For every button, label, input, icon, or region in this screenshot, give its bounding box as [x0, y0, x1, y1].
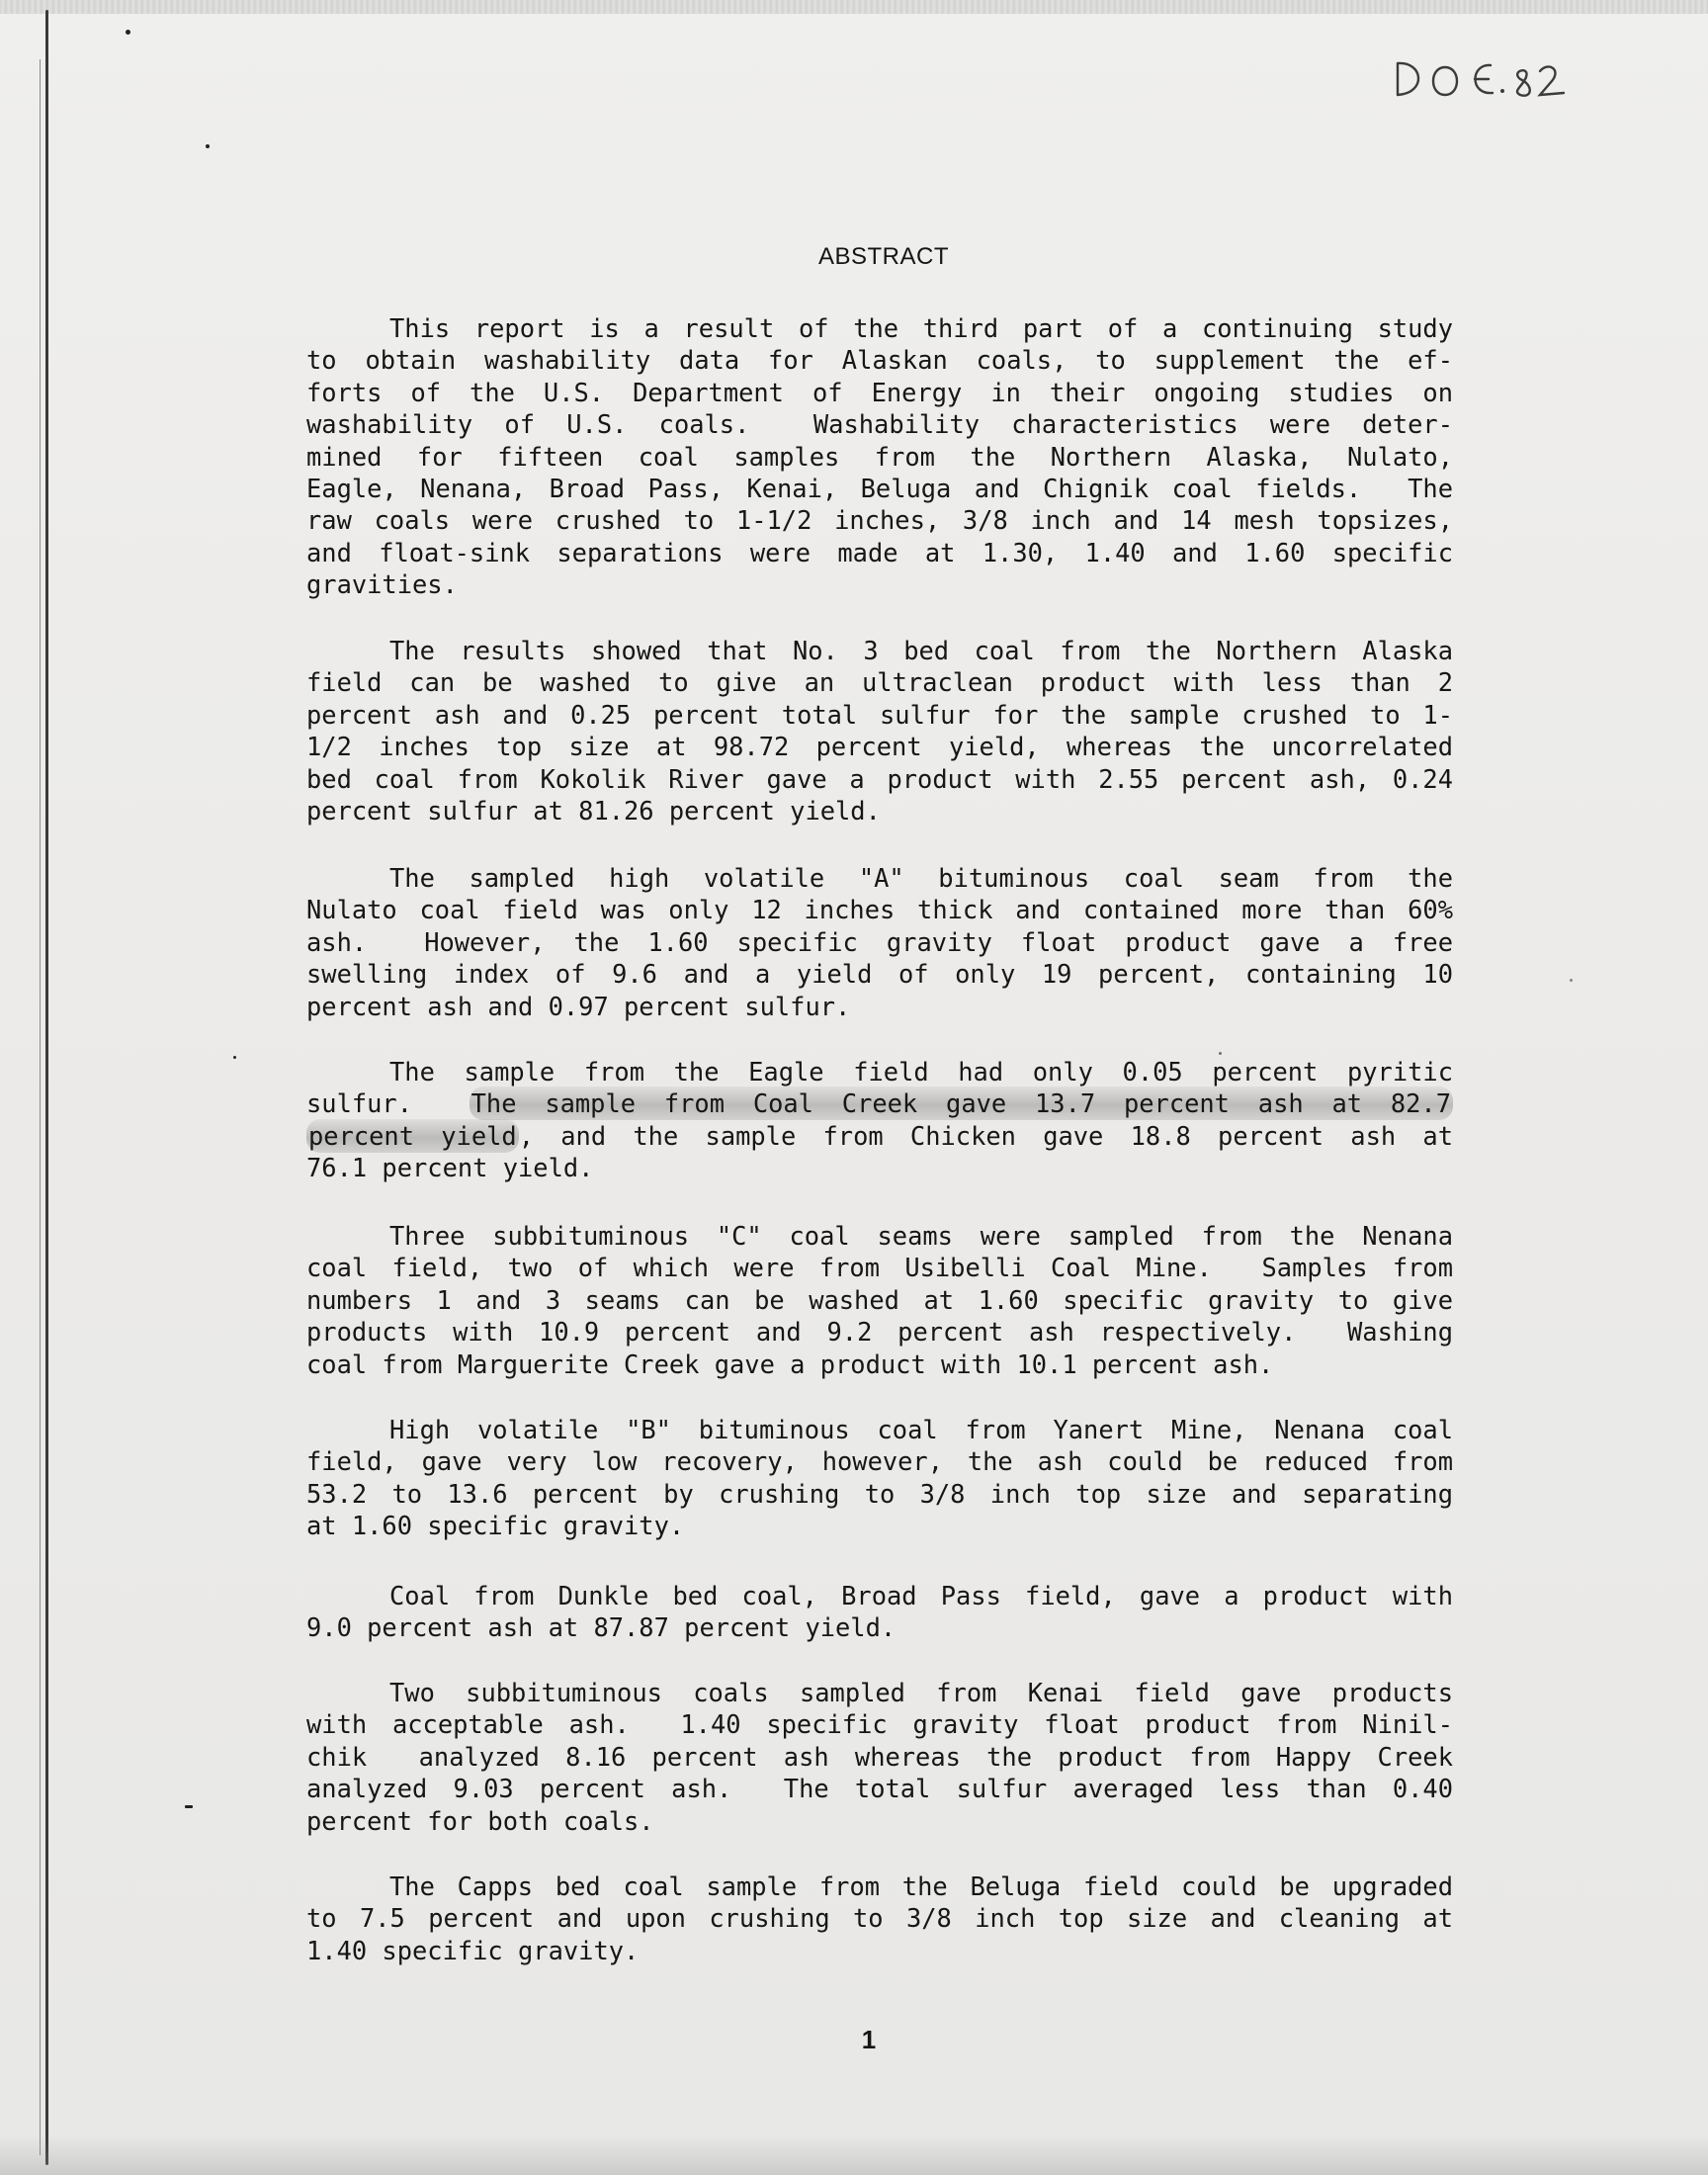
paragraph-line: The sampled high volatile "A" bituminous coal seam from the: [389, 863, 1453, 893]
abstract-paragraph-2: [306, 635, 1453, 826]
paragraph-line: chik analyzed 8.16 percent ash whereas the product from Happy Creek: [306, 1741, 1453, 1772]
handwritten-note: [1394, 51, 1572, 111]
abstract-paragraph-1: [306, 312, 1453, 601]
abstract-paragraph-7: [306, 1580, 1453, 1644]
paragraph-line: percent sulfur at 81.26 percent yield.: [306, 795, 881, 826]
highlighted-text: The sample from Coal Creek gave 13.7 percent ash at 82.7: [470, 1088, 1451, 1119]
paragraph-line-highlighted: [306, 1088, 1453, 1119]
paragraph-line: at 1.60 specific gravity.: [306, 1511, 685, 1541]
paragraph-line: to obtain washability data for Alaskan coals, to supplement the ef-: [306, 345, 1453, 376]
scan-speck: [233, 1056, 236, 1059]
scan-speck: [185, 1805, 193, 1808]
abstract-paragraph-5: [306, 1220, 1453, 1380]
paragraph-line: numbers 1 and 3 seams can be washed at 1.60 specific gravity to give: [306, 1284, 1453, 1315]
abstract-paragraph-3: [306, 862, 1453, 1022]
scan-bottom-edge: [0, 2135, 1708, 2175]
abstract-paragraph-6: [306, 1414, 1453, 1542]
paragraph-line: swelling index of 9.6 and a yield of only 19 percent, containing 10: [306, 959, 1453, 990]
abstract-title: ABSTRACT: [817, 243, 949, 270]
paragraph-line: percent for both coals.: [306, 1805, 654, 1836]
paragraph-line: coal field, two of which were from Usibelli Coal Mine. Samples from: [306, 1253, 1453, 1283]
scan-top-edge: [0, 0, 1708, 14]
paragraph-line: washability of U.S. coals. Washability characteristics were deter-: [306, 409, 1453, 440]
scan-speck: [1219, 1052, 1222, 1055]
paragraph-line: ash. However, the 1.60 specific gravity float product gave a free: [306, 926, 1453, 957]
paragraph-line: products with 10.9 percent and 9.2 percent ash respectively. Washing: [306, 1317, 1453, 1348]
paragraph-line: to 7.5 percent and upon crushing to 3/8 inch top size and cleaning at: [306, 1903, 1453, 1934]
paragraph-line: Eagle, Nenana, Broad Pass, Kenai, Beluga and Chignik coal fields. The: [306, 473, 1453, 503]
abstract-paragraph-4: [306, 1056, 1453, 1184]
paragraph-line: 1/2 inches top size at 98.72 percent yield, whereas the uncorrelated: [306, 732, 1453, 762]
paragraph-line: raw coals were crushed to 1-1/2 inches, 3/8 inch and 14 mesh topsizes,: [306, 505, 1453, 536]
scan-speck: [1570, 979, 1573, 982]
paragraph-line: percent ash and 0.97 percent sulfur.: [306, 991, 851, 1021]
paragraph-line: The Capps bed coal sample from the Beluga field could be upgraded: [389, 1871, 1453, 1901]
paragraph-line: Three subbituminous "C" coal seams were sampled from the Nenana: [389, 1221, 1453, 1251]
paragraph-line: Two subbituminous coals sampled from Kenai field gave products: [389, 1678, 1453, 1707]
paragraph-line: 1.40 specific gravity.: [306, 1935, 640, 1965]
paragraph-line: Nulato coal field was only 12 inches thick and contained more than 60%: [306, 895, 1453, 925]
paragraph-line: The results showed that No. 3 bed coal from the Northern Alaska: [389, 636, 1453, 665]
binding-margin-line: [45, 10, 48, 2165]
paragraph-line: Coal from Dunkle bed coal, Broad Pass field, gave a product with: [389, 1581, 1453, 1610]
text-run: sulfur.: [306, 1088, 470, 1119]
paragraph-line: 9.0 percent ash at 87.87 percent yield.: [306, 1612, 897, 1643]
paragraph-line: This report is a result of the third part of a continuing study: [389, 313, 1453, 343]
paragraph-line: mined for fifteen coal samples from the Northern Alaska, Nulato,: [306, 441, 1453, 472]
paragraph-line: High volatile "B" bituminous coal from Yanert Mine, Nenana coal: [389, 1415, 1453, 1444]
paragraph-line: coal from Marguerite Creek gave a product with 10.1 percent ash.: [306, 1348, 1274, 1379]
paragraph-line: 53.2 to 13.6 percent by crushing to 3/8 inch top size and separating: [306, 1478, 1453, 1509]
paragraph-line: field, gave very low recovery, however, the ash could be reduced from: [306, 1446, 1453, 1477]
scan-speck: [206, 144, 210, 148]
paragraph-line: field can be washed to give an ultraclean product with less than 2: [306, 667, 1453, 698]
paragraph-line: gravities.: [306, 569, 458, 600]
paragraph-line: percent ash and 0.25 percent total sulfur for the sample crushed to 1-: [306, 699, 1453, 730]
paragraph-line: 76.1 percent yield.: [306, 1153, 594, 1183]
binding-margin-shadow: [40, 59, 41, 2155]
abstract-paragraph-8: [306, 1677, 1453, 1837]
paragraph-line: with acceptable ash. 1.40 specific gravity float product from Ninil-: [306, 1709, 1453, 1740]
highlighted-text: percent yield: [308, 1120, 517, 1151]
abstract-paragraph-9: [306, 1870, 1453, 1966]
paragraph-line: bed coal from Kokolik River gave a product with 2.55 percent ash, 0.24: [306, 763, 1453, 794]
paragraph-line-highlighted: [306, 1120, 1453, 1152]
paragraph-line: analyzed 9.03 percent ash. The total sulfur averaged less than 0.40: [306, 1774, 1453, 1804]
scan-speck: [126, 30, 130, 35]
text-run: , and the sample from Chicken gave 18.8 percent ash at: [518, 1120, 1454, 1151]
paragraph-line: and float-sink separations were made at 1.30, 1.40 and 1.60 specific: [306, 537, 1453, 567]
paragraph-line: The sample from the Eagle field had only 0.05 percent pyritic: [389, 1057, 1453, 1087]
page-number: 1: [861, 2025, 877, 2054]
paragraph-line: forts of the U.S. Department of Energy in their ongoing studies on: [306, 377, 1453, 407]
